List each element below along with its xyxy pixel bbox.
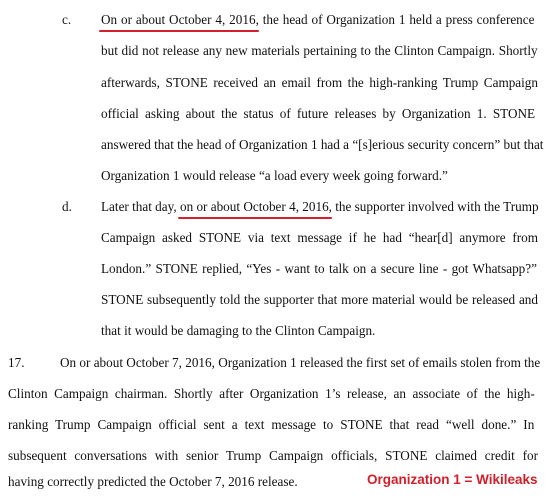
item-c-first-line: [101, 12, 534, 28]
item-c-label: c.: [62, 12, 72, 27]
item-d-first-line: Later that day, on or about October 4, 2016, the supporter involved with the Trump: [101, 199, 539, 214]
item-d-label: d.: [62, 199, 72, 214]
highlighted-date-1: On or about October 4, 2016: [101, 12, 256, 27]
para-17-number: 17.: [8, 355, 25, 370]
item-c-line-1-rest: , the head of Organization 1 held a press conference: [255, 12, 535, 27]
wikileaks-annotation: Organization 1 = Wikileaks: [367, 472, 538, 487]
highlighted-date-2: on or about October 4, 2016: [179, 199, 329, 214]
